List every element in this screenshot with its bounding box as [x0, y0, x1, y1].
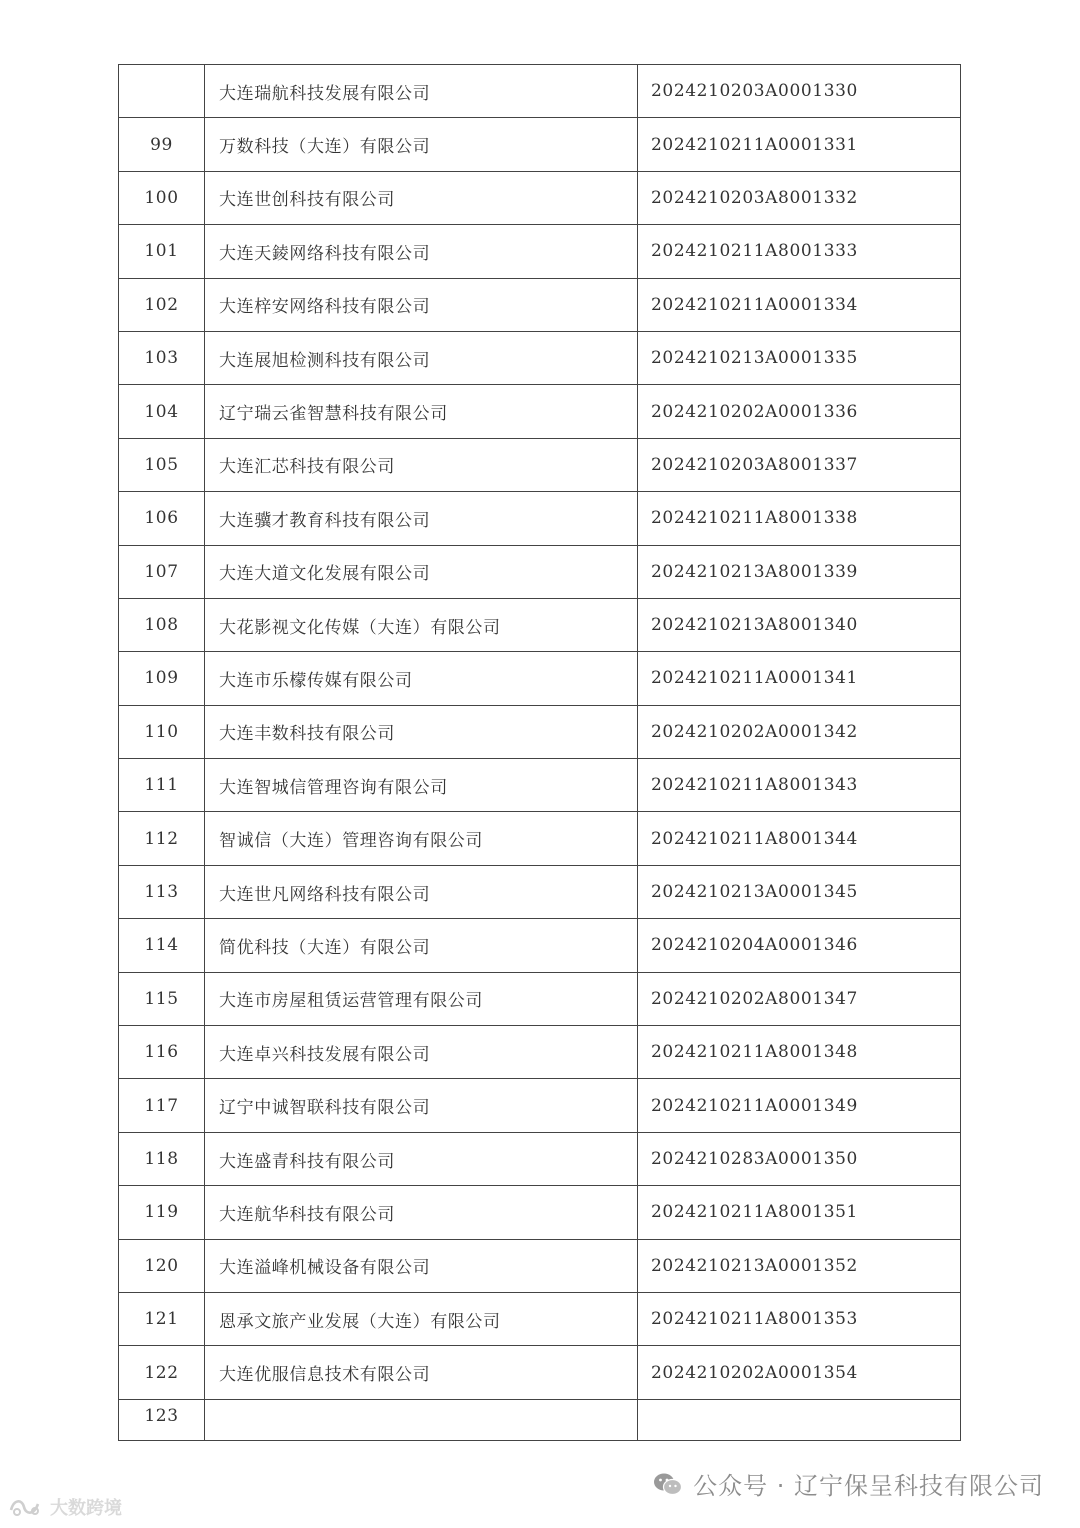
- registration-code: 2024210283A0001350: [638, 1132, 961, 1185]
- row-number: 116: [119, 1026, 205, 1079]
- company-name: 辽宁中诚智联科技有限公司: [205, 1079, 638, 1132]
- company-registry-table: [118, 64, 961, 1441]
- company-name: 大连溢峰机械设备有限公司: [205, 1239, 638, 1292]
- row-number: 123: [119, 1399, 205, 1440]
- table-row: [119, 1292, 961, 1345]
- row-number: 111: [119, 759, 205, 812]
- row-number: 100: [119, 171, 205, 224]
- row-number: 121: [119, 1292, 205, 1345]
- table-row: [119, 919, 961, 972]
- registration-code: 2024210211A8001333: [638, 225, 961, 278]
- registration-code: 2024210203A8001332: [638, 171, 961, 224]
- table-row: [119, 385, 961, 438]
- registration-code: 2024210211A0001334: [638, 278, 961, 331]
- table-row: [119, 1346, 961, 1399]
- company-name: 万数科技（大连）有限公司: [205, 118, 638, 171]
- company-name: 大连展旭检测科技有限公司: [205, 331, 638, 384]
- company-name: [205, 1399, 638, 1440]
- row-number: 122: [119, 1346, 205, 1399]
- registration-code: 2024210211A8001351: [638, 1186, 961, 1239]
- registration-code: 2024210202A8001347: [638, 972, 961, 1025]
- table-row: [119, 492, 961, 545]
- table-row: [119, 759, 961, 812]
- company-name: 简优科技（大连）有限公司: [205, 919, 638, 972]
- registration-code: 2024210202A0001336: [638, 385, 961, 438]
- company-name: 恩承文旅产业发展（大连）有限公司: [205, 1292, 638, 1345]
- registration-code: 2024210211A0001341: [638, 652, 961, 705]
- row-number: 112: [119, 812, 205, 865]
- row-number: 105: [119, 438, 205, 491]
- company-name: 大连优服信息技术有限公司: [205, 1346, 638, 1399]
- registration-code: 2024210211A8001348: [638, 1026, 961, 1079]
- company-name: 大连卓兴科技发展有限公司: [205, 1026, 638, 1079]
- table-row: [119, 545, 961, 598]
- row-number: 109: [119, 652, 205, 705]
- registration-code: 2024210213A8001340: [638, 598, 961, 651]
- company-name: 智诚信（大连）管理咨询有限公司: [205, 812, 638, 865]
- company-name: 大连大道文化发展有限公司: [205, 545, 638, 598]
- table-row: [119, 65, 961, 118]
- table-row: [119, 705, 961, 758]
- table-row: [119, 598, 961, 651]
- company-name: 大连梓安网络科技有限公司: [205, 278, 638, 331]
- company-name: 大连丰数科技有限公司: [205, 705, 638, 758]
- wechat-watermark: [653, 1466, 1044, 1501]
- logo-icon: [8, 1496, 44, 1518]
- row-number: 110: [119, 705, 205, 758]
- registration-code: 2024210203A0001330: [638, 65, 961, 118]
- row-number: 115: [119, 972, 205, 1025]
- company-name: 大连盛青科技有限公司: [205, 1132, 638, 1185]
- registration-code: 2024210213A0001352: [638, 1239, 961, 1292]
- company-name: 大连骥才教育科技有限公司: [205, 492, 638, 545]
- row-number: 101: [119, 225, 205, 278]
- table-row: [119, 972, 961, 1025]
- row-number: 107: [119, 545, 205, 598]
- table-row: [119, 1132, 961, 1185]
- table-row: [119, 1186, 961, 1239]
- company-name: 大花影视文化传媒（大连）有限公司: [205, 598, 638, 651]
- company-name: 大连世凡网络科技有限公司: [205, 865, 638, 918]
- table-row: [119, 1026, 961, 1079]
- corner-watermark: [8, 1494, 122, 1520]
- registration-code: 2024210204A0001346: [638, 919, 961, 972]
- registration-code: 2024210202A0001342: [638, 705, 961, 758]
- registration-code: [638, 1399, 961, 1440]
- registration-code: 2024210213A8001339: [638, 545, 961, 598]
- table-row: [119, 1079, 961, 1132]
- corner-watermark-text: 大数跨境: [50, 1498, 122, 1519]
- table-row: [119, 225, 961, 278]
- wechat-icon: [653, 1471, 683, 1497]
- registration-code: 2024210211A8001343: [638, 759, 961, 812]
- table-row: [119, 331, 961, 384]
- registration-code: 2024210211A8001353: [638, 1292, 961, 1345]
- row-number: 103: [119, 331, 205, 384]
- table-row: [119, 1399, 961, 1440]
- row-number: 113: [119, 865, 205, 918]
- row-number: 102: [119, 278, 205, 331]
- table-row: [119, 652, 961, 705]
- row-number: 104: [119, 385, 205, 438]
- table-body: [119, 65, 961, 1441]
- row-number: 108: [119, 598, 205, 651]
- table-row: [119, 1239, 961, 1292]
- row-number: 117: [119, 1079, 205, 1132]
- registration-code: 2024210211A0001331: [638, 118, 961, 171]
- company-name: 大连航华科技有限公司: [205, 1186, 638, 1239]
- registration-code: 2024210203A8001337: [638, 438, 961, 491]
- table-row: [119, 438, 961, 491]
- company-name: 大连天錂网络科技有限公司: [205, 225, 638, 278]
- registration-code: 2024210213A0001335: [638, 331, 961, 384]
- company-name: 辽宁瑞云雀智慧科技有限公司: [205, 385, 638, 438]
- company-name: 大连市房屋租赁运营管理有限公司: [205, 972, 638, 1025]
- registration-code: 2024210211A8001338: [638, 492, 961, 545]
- company-name: 大连智城信管理咨询有限公司: [205, 759, 638, 812]
- table-row: [119, 865, 961, 918]
- watermark-text: 公众号 · 辽宁保呈科技有限公司: [693, 1472, 1044, 1500]
- table-row: [119, 812, 961, 865]
- table-row: [119, 171, 961, 224]
- row-number: 120: [119, 1239, 205, 1292]
- row-number: 106: [119, 492, 205, 545]
- row-number: 99: [119, 118, 205, 171]
- row-number: 114: [119, 919, 205, 972]
- table-row: [119, 118, 961, 171]
- row-number: 118: [119, 1132, 205, 1185]
- table-row: [119, 278, 961, 331]
- row-number: [119, 65, 205, 118]
- company-name: 大连世创科技有限公司: [205, 171, 638, 224]
- registration-code: 2024210211A8001344: [638, 812, 961, 865]
- registration-code: 2024210202A0001354: [638, 1346, 961, 1399]
- company-name: 大连瑞航科技发展有限公司: [205, 65, 638, 118]
- registration-code: 2024210213A0001345: [638, 865, 961, 918]
- company-name: 大连市乐檬传媒有限公司: [205, 652, 638, 705]
- row-number: 119: [119, 1186, 205, 1239]
- company-name: 大连汇芯科技有限公司: [205, 438, 638, 491]
- registration-code: 2024210211A0001349: [638, 1079, 961, 1132]
